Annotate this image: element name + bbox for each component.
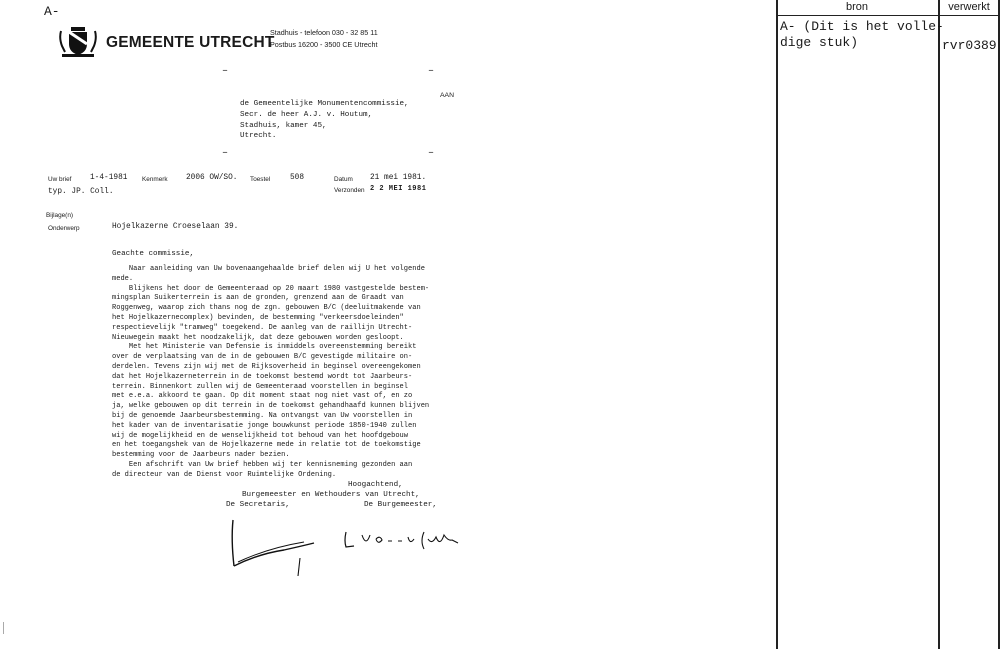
- organisation-name: GEMEENTE UTRECHT: [106, 34, 275, 51]
- verzonden-stamp: 2 2 MEI 1981: [370, 185, 427, 193]
- burgemeester-signature: [340, 527, 464, 553]
- secretaris-label: De Secretaris,: [226, 501, 290, 509]
- closing: Hoogachtend,: [348, 481, 403, 489]
- address-line-1: Stadhuis - telefoon 030 - 32 85 11: [270, 28, 378, 37]
- verwerkt-code: rvr0389: [942, 38, 997, 53]
- window-mark-tr: –: [428, 66, 435, 77]
- onderwerp-label: Onderwerp: [48, 225, 80, 232]
- datum-value: 21 mei 1981.: [370, 174, 427, 182]
- recipient-address: de Gemeentelijke Monumentencommissie, Secr. de heer A.J. v. Houtum, Stadhuis, kamer 45, Utrecht.: [240, 100, 409, 141]
- verzonden-label: Verzonden: [334, 187, 365, 194]
- bron-note: A- (Dit is het volle- dige stuk): [780, 19, 944, 50]
- kenmerk-value: 2006 OW/SO.: [186, 174, 238, 182]
- archive-panel: [776, 0, 1000, 649]
- secretaris-signature: [218, 518, 322, 584]
- window-mark-bl: –: [222, 148, 229, 159]
- scan-margin-mark: [3, 622, 4, 634]
- uw-brief-value: 1-4-1981: [90, 174, 128, 182]
- toestel-label: Toestel: [250, 176, 271, 183]
- burgemeester-label: De Burgemeester,: [364, 501, 437, 509]
- typist-reference: typ. JP. Coll.: [48, 188, 114, 196]
- verwerkt-header: verwerkt: [938, 0, 1000, 16]
- panel-left-rule: [776, 0, 778, 649]
- panel-mid-rule: [938, 0, 940, 649]
- onderwerp-value: Hojelkazerne Croeselaan 39.: [112, 223, 239, 231]
- window-mark-br: –: [428, 148, 435, 159]
- corner-mark: A-: [44, 4, 60, 19]
- aan-label: AAN: [440, 92, 454, 99]
- toestel-value: 508: [290, 174, 305, 182]
- closing-org: Burgemeester en Wethouders van Utrecht,: [242, 491, 420, 499]
- window-mark-tl: –: [222, 66, 229, 77]
- utrecht-coat-of-arms-logo: [58, 26, 98, 58]
- salutation: Geachte commissie,: [112, 250, 195, 258]
- letter-body: Naar aanleiding van Uw bovenaangehaalde brief delen wij U het volgende mede. Blijkens het door de Gemeenteraad op 20 maart 1980 vastgestelde bestem- mingsplan Suikerterrein is aan de gronden, grenzend aan de Graadt van Roggenweg, waarop zich thans nog de zgn. gebouwen B/C (deeluitmakende van het Hojelkazernecomplex) bevinden, de bestemming "verkeersdoeleinden" respectievelijk "tramweg" toegekend. De aanleg van de raillijn Utrecht- Nieuwegein maakt het noodzakelijk, dat deze gebouwen worden gesloopt. Met het Ministerie van Defensie is inmiddels overeenstemming bereikt over de verplaatsing van de in de gebouwen B/C gevestigde militaire on- derdelen. Tevens zijn wij met de Rijksoverheid in beginsel overeengekomen dat het Hojelkazerneterrein in de toekomst bestemd wordt tot Jaarbeurs- terrein. Binnenkort zullen wij de Gemeenteraad voorstellen in beginsel met e.e.a. akkoord te gaan. Op dit moment staat nog niet vast of, en zo ja, welke gebouwen op dit terrein in de toekomst gehandhaafd kunnen blijven bij de genoemde Jaarbeursbestemming. Na ontvangst van Uw voorstellen in het kader van de inventarisatie jonge bouwkunst periode 1850-1940 zullen wij de mogelijkheid en de wenselijkheid tot behoud van het hoofdgebouw en het toegangshek van de Hojelkazerne mede in relatie tot de toekomstige bestemming voor de Jaarbeurs nader bezien. Een afschrift van Uw brief hebben wij ter kennisneming gezonden aan de directeur van de Dienst voor Ruimtelijke Ordening.: [112, 265, 430, 479]
- address-line-2: Postbus 16200 - 3500 CE Utrecht: [270, 40, 378, 49]
- uw-brief-label: Uw brief: [48, 176, 72, 183]
- datum-label: Datum: [334, 176, 353, 183]
- bijlagen-label: Bijlage(n): [46, 212, 73, 219]
- bron-header: bron: [776, 0, 938, 16]
- kenmerk-label: Kenmerk: [142, 176, 168, 183]
